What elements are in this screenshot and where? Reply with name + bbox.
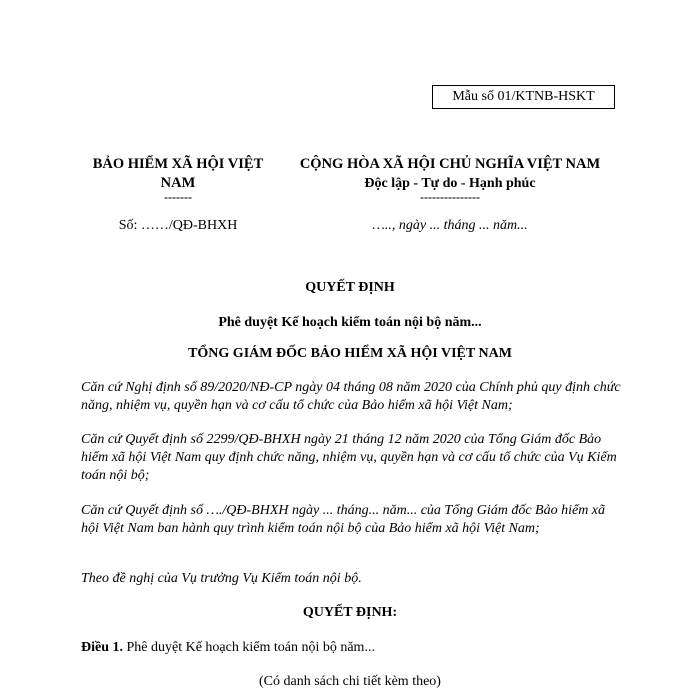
article-1-text: Phê duyệt Kế hoạch kiểm toán nội bộ năm...	[126, 640, 375, 655]
national-separator: ---------------	[420, 190, 480, 204]
article-1-label: Điều 1.	[81, 640, 123, 655]
form-code-box: Mẫu số 01/KTNB-HSKT	[432, 85, 615, 109]
decision-heading: QUYẾT ĐỊNH:	[302, 605, 398, 620]
issuing-authority: TỔNG GIÁM ĐỐC BẢO HIỂM XÃ HỘI VIỆT NAM	[188, 346, 512, 361]
national-title: CỘNG HÒA XÃ HỘI CHỦ NGHĨA VIỆT NAM	[299, 156, 601, 172]
document-title: QUYẾT ĐỊNH	[305, 280, 395, 295]
organization-separator: -------	[164, 190, 192, 204]
national-motto: Độc lập - Tự do - Hạnh phúc	[364, 176, 536, 191]
attached-list-note: (Có danh sách chi tiết kèm theo)	[259, 674, 441, 689]
preamble-paragraph: Căn cứ Quyết định số 2299/QĐ-BHXH ngày 21 tháng 12 năm 2020 của Tổng Giám đốc Bảo hiểm xã hội Việt Nam quy định chức năng, nhiệm vụ, quyền hạn và cơ cấu tổ chức của Vụ Kiểm toán nội bộ;	[81, 432, 617, 483]
article-1	[81, 639, 621, 657]
preamble-paragraph: Căn cứ Quyết định số …./QĐ-BHXH ngày ... tháng... năm... của Tổng Giám đốc Bảo hiểm xã hội Việt Nam ban hành quy trình kiểm toán nội bộ của Bảo hiểm xã hội Việt Nam;	[81, 503, 606, 536]
issuing-organization-name: BẢO HIỂM XÃ HỘI VIỆT NAM	[92, 156, 264, 191]
document-date: ….., ngày ... tháng ... năm...	[372, 218, 528, 233]
preamble-paragraph: Căn cứ Nghị định số 89/2020/NĐ-CP ngày 04 tháng 08 năm 2020 của Chính phủ quy định chức năng, nhiệm vụ, quyền hạn và cơ cấu tổ chức của Bảo hiểm xã hội Việt Nam;	[81, 380, 621, 413]
document-number: Số: ……/QĐ-BHXH	[118, 218, 238, 233]
document-subject: Phê duyệt Kế hoạch kiểm toán nội bộ năm...	[218, 315, 482, 330]
preamble-paragraph: Theo đề nghị của Vụ trưởng Vụ Kiểm toán nội bộ.	[81, 571, 362, 586]
